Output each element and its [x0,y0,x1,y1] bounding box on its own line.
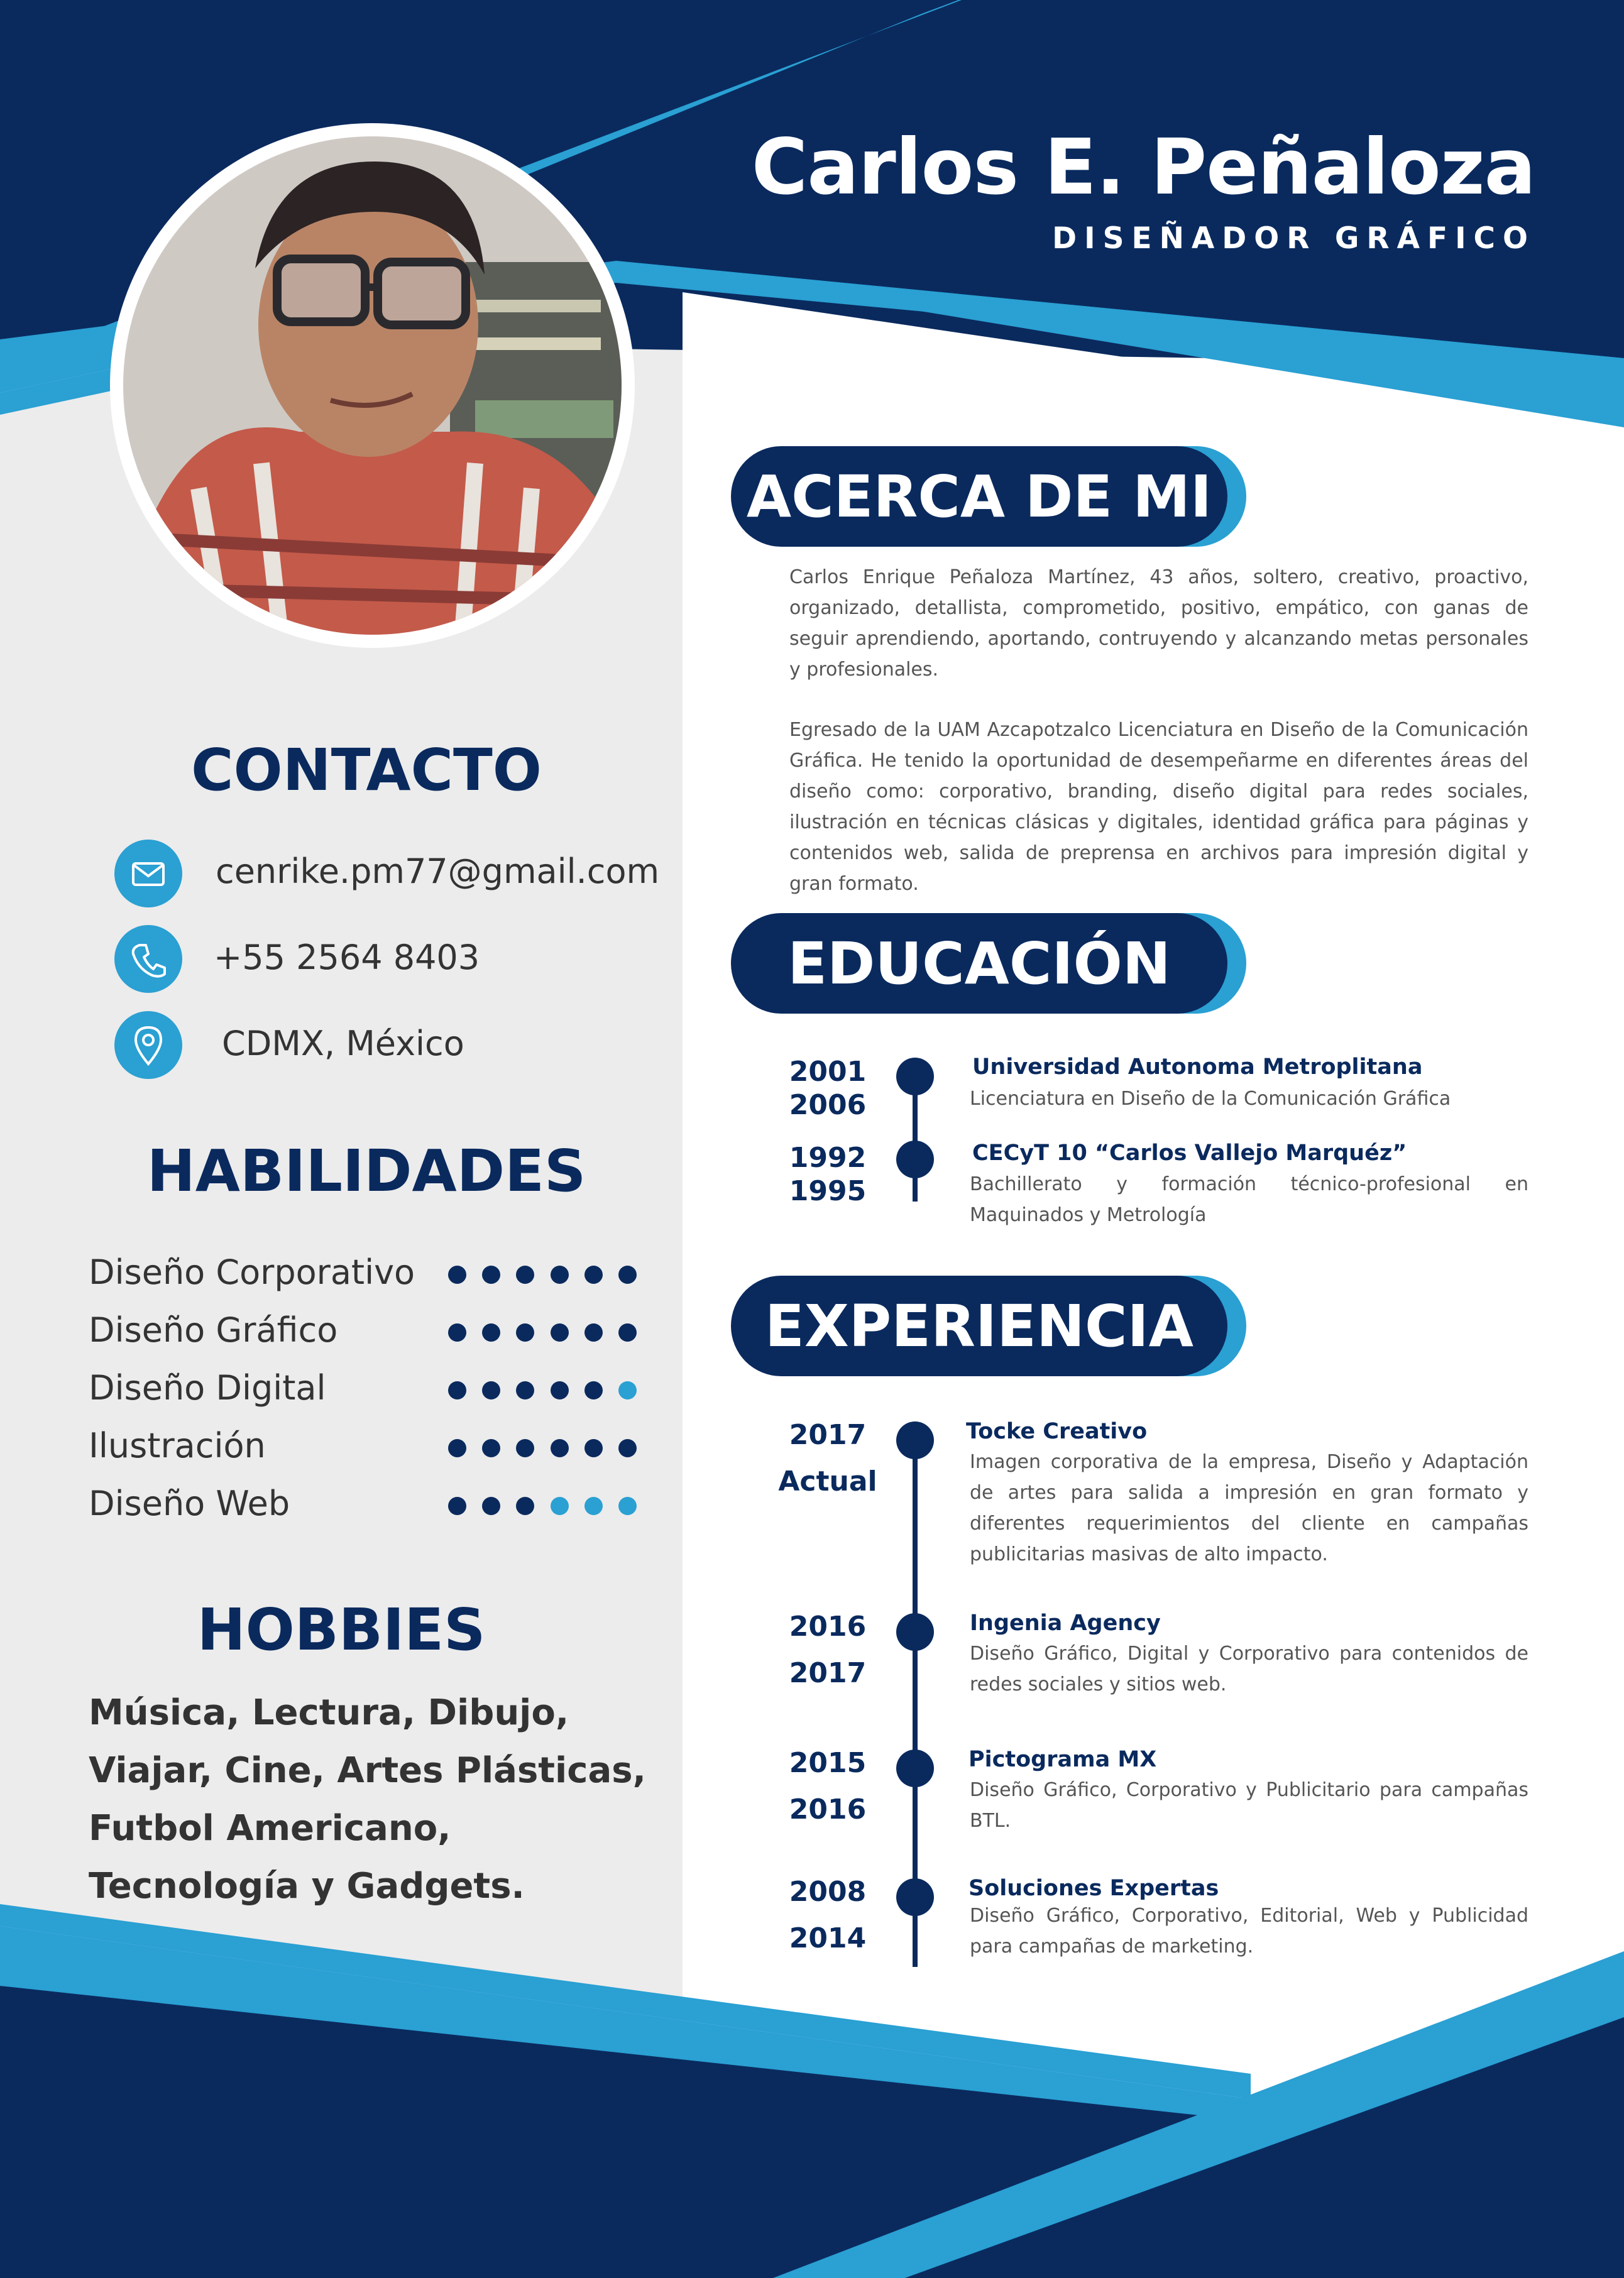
skill-dot-filled [482,1266,500,1284]
skill-dot-filled [516,1497,534,1515]
location-pin-icon [114,1011,182,1079]
timeline-marker [896,1878,934,1916]
skill-dot-empty [551,1497,569,1515]
timeline-marker [896,1613,934,1651]
candidate-name: Carlos E. Peñaloza [751,123,1535,212]
skill-name: Diseño Digital [89,1368,326,1408]
education-desc: Licenciatura en Diseño de la Comunicación Gráfica [970,1088,1451,1110]
experience-desc: Diseño Gráfico, Digital y Corporativo para contenidos de redes sociales y sitios web. [970,1643,1528,1695]
profile-photo [123,136,622,635]
experience-desc: Diseño Gráfico, Corporativo, Editorial, Web y Publicidad para campañas de marketing. [970,1905,1528,1958]
education-year-end: 1995 [789,1175,867,1207]
experience-title: Ingenia Agency [970,1611,1161,1636]
skill-dot-filled [482,1381,500,1399]
experience-year-start: 2016 [789,1611,867,1643]
skill-dot-empty [618,1381,637,1399]
contact-email[interactable]: cenrike.pm77@gmail.com [216,852,660,891]
experience-year-start: 2017 [789,1419,867,1451]
skill-name: Diseño Corporativo [89,1252,415,1292]
contact-heading: CONTACTO [190,737,542,804]
skill-dot-filled [448,1497,466,1515]
skill-rating [448,1381,637,1400]
skill-dot-filled [482,1323,500,1342]
skill-dot-filled [516,1381,534,1399]
skill-dot-filled [551,1266,569,1284]
skill-dot-filled [482,1439,500,1457]
skill-dot-filled [448,1381,466,1399]
experience-title: Pictograma MX [968,1747,1157,1772]
skill-rating [448,1266,637,1284]
skill-dot-filled [618,1266,637,1284]
experience-desc: Diseño Gráfico, Corporativo y Publicitario para campañas BTL. [970,1779,1528,1832]
about-paragraph-1: Carlos Enrique Peñaloza Martínez, 43 años, soltero, creativo, proactivo, organizado, detallista, comprometido, positivo, empático, con ganas de seguir aprendiendo, aportando, contruyendo y alcanzando metas personales y profesionales. [789,566,1528,681]
skill-dot-filled [551,1323,569,1342]
education-year-start: 2001 [789,1056,867,1088]
skill-rating [448,1439,637,1458]
skill-dot-filled [448,1439,466,1457]
experience-year-start: 2008 [789,1876,867,1908]
experience-heading: EXPERIENCIA [731,1276,1227,1376]
skill-rating [448,1323,637,1342]
skill-name: Ilustración [89,1426,266,1465]
skill-dot-filled [516,1439,534,1457]
skill-dot-filled [618,1439,637,1457]
skill-dot-empty [618,1497,637,1515]
skill-dot-filled [516,1266,534,1284]
timeline-marker [896,1058,934,1095]
education-title: CECyT 10 “Carlos Vallejo Marquéz” [972,1141,1407,1166]
education-year-end: 2006 [789,1089,867,1121]
hobbies-heading: HOBBIES [197,1596,486,1663]
skill-name: Diseño Gráfico [89,1310,338,1350]
skill-dot-filled [448,1323,466,1342]
candidate-role: DISEÑADOR GRÁFICO [1052,221,1535,256]
experience-heading-pill [731,1276,1246,1376]
about-heading: ACERCA DE MI [731,446,1227,547]
education-heading: EDUCACIÓN [731,913,1227,1014]
experience-year-start: 2015 [789,1747,867,1779]
skill-rating [448,1497,637,1516]
education-desc: Bachillerato y formación técnico-profesional en Maquinados y Metrología [970,1173,1528,1226]
skill-dot-filled [482,1497,500,1515]
experience-year-end: 2016 [789,1793,867,1826]
contact-location: CDMX, México [222,1024,464,1063]
experience-title: Tocke Creativo [966,1419,1148,1444]
timeline-marker [896,1141,934,1178]
skill-dot-filled [551,1439,569,1457]
skill-dot-filled [584,1381,603,1399]
skill-dot-filled [584,1439,603,1457]
contact-phone[interactable]: +55 2564 8403 [214,938,480,977]
experience-title: Soluciones Expertas [968,1876,1219,1901]
skill-dot-filled [551,1381,569,1399]
experience-year-end: 2014 [789,1922,867,1954]
about-paragraph-2: Egresado de la UAM Azcapotzalco Licenciatura en Diseño de la Comunicación Gráfica. He tenido la oportunidad de desempeñarme en diferentes áreas del diseño como: corporativo, branding, diseño digital para redes sociales, ilustración en técnicas clásicas y digitales, identidad gráfica para páginas y contenidos web, salida de preprensa en archivos para impresión digital y gran formato. [789,719,1528,895]
experience-desc: Imagen corporativa de la empresa, Diseño y Adaptación de artes para salida a impresión en gran formato y diferentes requerimientos del cliente en campañas publicitarias masivas de alto impacto. [970,1451,1528,1565]
education-heading-pill [731,913,1246,1014]
skill-dot-filled [516,1323,534,1342]
skill-dot-filled [584,1266,603,1284]
skill-dot-filled [448,1266,466,1284]
experience-year-end: Actual [778,1465,877,1498]
envelope-icon [114,840,182,907]
education-year-start: 1992 [789,1142,867,1174]
skill-name: Diseño Web [89,1484,290,1523]
timeline-marker [896,1421,934,1459]
timeline-marker [896,1750,934,1787]
hobbies-text: Música, Lectura, Dibujo, Viajar, Cine, Artes Plásticas, Futbol Americano, Tecnología y Gadgets. [89,1692,646,1907]
skill-dot-filled [618,1323,637,1342]
phone-icon [114,925,182,993]
skills-heading: HABILIDADES [146,1137,586,1205]
education-title: Universidad Autonoma Metroplitana [972,1054,1423,1080]
skill-dot-empty [584,1497,603,1515]
skill-dot-filled [584,1323,603,1342]
experience-year-end: 2017 [789,1657,867,1689]
about-heading-pill [731,446,1246,547]
